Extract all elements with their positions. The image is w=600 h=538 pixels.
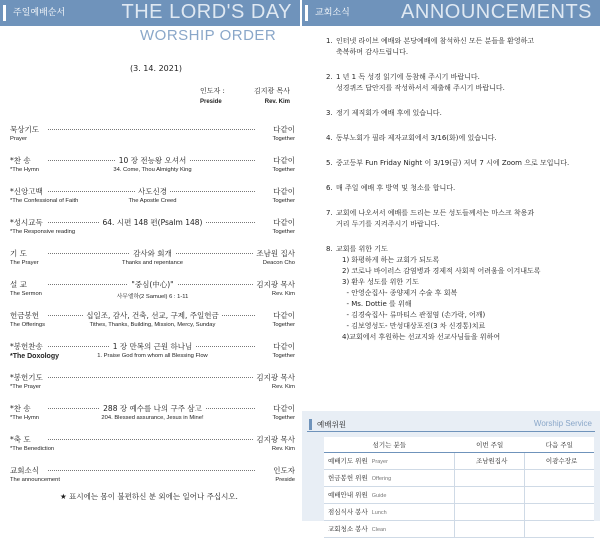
order-leader-ko: 김지광 목사 (253, 372, 295, 383)
prayer-line: - 김경숙집사- 류마티스 관절염 (손가락, 어깨) (342, 311, 486, 319)
announcement-item (326, 36, 590, 58)
announcement-text (336, 158, 590, 169)
column-header-role: 섬기는 분들 (324, 437, 455, 452)
role-cell (324, 520, 455, 537)
this-sunday-cell (455, 469, 525, 486)
order-row (10, 279, 295, 310)
order-item-ko: 교회소식 (10, 466, 39, 475)
announcement-line: 인터넷 라이브 예배와 본당예배에 참석하신 모든 분들을 환영하고 (336, 37, 535, 45)
dotted-leader (48, 439, 255, 440)
worship-service-section (302, 411, 600, 533)
role-cell (324, 452, 455, 469)
announcement-text (336, 36, 590, 58)
announcement-item (326, 108, 590, 119)
order-leader-en: Preside (275, 477, 295, 483)
order-detail-ko-text: 사도신경 (135, 187, 170, 196)
order-leader-en: Rev. Kim (271, 384, 295, 390)
announcement-line: 동부노회가 필라 제자교회에서 3/16(화)에 있습니다. (336, 134, 497, 142)
order-row (10, 155, 295, 186)
order-item-en: *The Hymn (10, 167, 39, 173)
order-leader-ko: 김지광 목사 (253, 279, 295, 290)
order-detail-ko (10, 186, 295, 197)
table-row (324, 503, 594, 520)
prayer-line: - Ms. Dottie 를 위해 (342, 300, 412, 308)
prayer-line: - 김보영성도- 만성대상포진(3 차 신경통)치료 (342, 322, 486, 330)
order-detail-ko-text: 10 장 전능왕 오셔서 (116, 156, 189, 165)
role-en: Lunch (371, 510, 387, 516)
worship-order-tag: 주일예배순서 (3, 5, 71, 21)
order-leader-en: Together (272, 136, 295, 142)
order-leader-en: Together (272, 198, 295, 204)
order-leader-ko: 다같이 (270, 403, 295, 414)
order-detail-en: 34. Come, Thou Almighty King (113, 167, 192, 173)
order-item-ko: 헌금봉헌 (10, 311, 39, 320)
order-detail-ko (10, 155, 295, 166)
role-en: Offering (371, 476, 392, 482)
order-leader-en: Rev. Kim (271, 446, 295, 452)
announcement-item (326, 133, 590, 144)
role-cell (324, 469, 455, 486)
order-leader-en: Together (272, 322, 295, 328)
order-leader-en: Together (272, 415, 295, 421)
order-row (10, 403, 295, 434)
order-row (10, 434, 295, 465)
announcement-number: 3. (326, 109, 333, 117)
order-detail-ko (10, 248, 295, 259)
order-row (10, 186, 295, 217)
order-item-en: *The Hymn (10, 415, 39, 421)
order-item-ko: 기 도 (10, 249, 27, 258)
order-item-ko: *찬 송 (10, 404, 31, 413)
table-header-row (324, 437, 594, 452)
order-leader-en: Together (272, 167, 295, 173)
this-sunday-cell (455, 486, 525, 503)
order-detail-en: Tithes, Thanks, Building, Mission, Mercy, Sunday (89, 322, 216, 328)
worship-order-subtitle: WORSHIP ORDER (140, 27, 277, 44)
role-en: Prayer (371, 459, 388, 465)
this-sunday-cell (455, 520, 525, 537)
announcement-line: 1 년 1 독 성경 읽기에 동참해 주시기 바랍니다. (336, 73, 480, 81)
announcements-header (302, 0, 600, 26)
order-item-en: The Prayer (10, 260, 39, 266)
prayer-line: 3) 환우 성도를 위한 기도 (342, 278, 419, 286)
order-item-en: *The Confessional of Faith (10, 198, 79, 204)
announcement-number: 7. (326, 209, 333, 217)
announcement-number: 6. (326, 184, 333, 192)
order-row (10, 248, 295, 279)
order-row (10, 310, 295, 341)
order-item-en: *The Benediction (10, 446, 55, 452)
order-row (10, 341, 295, 372)
order-leader-ko: 김지광 목사 (253, 434, 295, 445)
worship-service-title: Worship Service (533, 419, 592, 428)
table-row (324, 486, 594, 503)
order-item-en: The announcement (10, 477, 60, 483)
announcement-text (336, 133, 590, 144)
announcements-tag: 교회소식 (305, 5, 356, 21)
announcement-text (336, 72, 590, 94)
role-ko: 헌금봉헌 위원 (328, 474, 368, 482)
order-leader-ko: 다같이 (270, 155, 295, 166)
order-leader-ko: 다같이 (270, 186, 295, 197)
order-item-ko: *신앙고백 (10, 187, 43, 196)
order-leader-ko: 인도자 (270, 465, 295, 476)
order-leader-en: Together (272, 353, 295, 359)
prayer-line: 2) 코로나 바이러스 감염병과 경제적 사회적 어려움을 이겨내도록 (342, 267, 541, 275)
next-sunday-cell (525, 503, 594, 520)
order-leader-ko: 다같이 (270, 217, 295, 228)
order-item-ko: *찬 송 (10, 156, 31, 165)
announcement-item (326, 72, 590, 94)
order-detail-en: 204. Blessed assurance, Jesus in Mine! (101, 415, 204, 421)
officiant-label-ko: 인도자 : (200, 87, 225, 95)
order-detail-ko-text: 288 장 예수를 나의 구주 삼고 (100, 404, 205, 413)
order-detail-en: The Apostle Creed (128, 198, 177, 204)
order-item-ko: 묵상기도 (10, 125, 39, 134)
prayer-line: - 안영순집사- 종양제거 수술 후 회복 (342, 289, 458, 297)
prayer-line: 4)교회에서 후원하는 선교지와 선교사님들을 위하여 (342, 333, 501, 341)
order-leader-en: Rev. Kim (271, 291, 295, 297)
order-detail-ko (10, 310, 295, 321)
worship-order-header (0, 0, 300, 26)
next-sunday-cell (525, 520, 594, 537)
order-detail-ko-text: "중심(中心)" (128, 280, 176, 289)
announcement-list (326, 36, 590, 357)
order-detail-en: 1. Praise God from whom all Blessing Flow (97, 353, 208, 359)
prayer-request-item (326, 244, 590, 343)
order-row (10, 124, 295, 155)
service-date: (3. 14. 2021) (130, 64, 183, 73)
order-detail-ko (10, 279, 295, 290)
standing-footnote: ★ 표시에는 몸이 불편하신 분 외에는 일어나 주십시오. (60, 492, 238, 501)
worship-service-tag: 예배위원 (309, 419, 346, 430)
announcement-text (336, 208, 590, 230)
order-detail-en: Thanks and repentance (122, 260, 183, 266)
order-row (10, 372, 295, 403)
order-detail-ko-text: 십일조, 감사, 건축, 선교, 구제, 주일헌금 (83, 311, 222, 320)
announcement-number: 2. (326, 73, 333, 81)
order-item-en: The Sermon (10, 291, 42, 297)
worship-order-panel (0, 0, 300, 521)
order-item-ko: *축 도 (10, 435, 31, 444)
order-detail-ko-text: 1 장 만복의 근원 하나님 (110, 342, 196, 351)
announcement-line: 교회에 나오셔서 예배를 드리는 모든 성도들께서는 마스크 착용과 (336, 209, 535, 217)
order-detail-ko-text: 64. 시편 148 편(Psalm 148) (100, 218, 206, 227)
order-detail-ko (10, 217, 295, 228)
order-item-ko: *성시교독 (10, 218, 43, 227)
order-detail-en: 사무엘하(2 Samuel) 6 : 1-11 (116, 294, 189, 300)
next-sunday-cell (525, 486, 594, 503)
order-leader-ko: 다같이 (270, 310, 295, 321)
column-header-this-sunday: 이번 주일 (455, 437, 525, 452)
announcement-item (326, 158, 590, 169)
announcement-number: 4. (326, 134, 333, 142)
dotted-leader (48, 129, 255, 130)
announcement-number: 8. (326, 245, 333, 253)
order-item-en: Prayer (10, 136, 28, 142)
announcements-title: ANNOUNCEMENTS (401, 1, 592, 23)
worship-service-header (307, 417, 595, 432)
officiant-block (200, 86, 290, 105)
column-header-next-sunday: 다음 주일 (525, 437, 594, 452)
announcement-line: 정기 제직회가 예배 후에 있습니다. (336, 109, 442, 117)
order-item-ko: *봉헌기도 (10, 373, 43, 382)
announcement-item (326, 208, 590, 230)
lords-day-title: THE LORD'S DAY (121, 1, 292, 23)
order-item-en: *The Responsive reading (10, 229, 76, 235)
officiant-name-ko: 김지광 목사 (253, 87, 290, 95)
order-item-en: The Offerings (10, 322, 46, 328)
role-en: Clean (371, 527, 387, 533)
announcement-line: 매 주일 예배 후 방역 및 청소를 합니다. (336, 184, 456, 192)
next-sunday-cell: 이광수장로 (525, 452, 594, 469)
prayer-title: 교회를 위한 기도 (336, 245, 388, 253)
order-leader-ko: 조남원 집사 (253, 248, 295, 259)
prayer-line: 1) 화평하게 하는 교회가 되도록 (342, 256, 440, 264)
this-sunday-cell (455, 503, 525, 520)
role-cell (324, 503, 455, 520)
officiant-label-en: Preside (200, 99, 222, 105)
order-leader-en: Together (272, 229, 295, 235)
role-ko: 예배안내 위원 (328, 491, 368, 499)
this-sunday-cell: 조남원집사 (455, 452, 525, 469)
announcement-line: 중고등부 Fun Friday Night 이 3/19(금) 저녁 7 시에 Zoom 으로 모입니다. (336, 159, 570, 167)
order-detail-ko (10, 341, 295, 352)
prayer-list (336, 244, 590, 343)
table-row (324, 469, 594, 486)
announcement-text (336, 183, 590, 194)
order-row (10, 217, 295, 248)
announcement-text (336, 108, 590, 119)
dotted-leader (48, 470, 255, 471)
order-leader-ko: 다같이 (270, 124, 295, 135)
order-detail-ko (10, 403, 295, 414)
announcement-line: 성경퀴즈 답안지를 작성하셔서 제출해 주시기 바랍니다. (336, 84, 505, 92)
order-item-en: *The Doxology (10, 353, 60, 360)
worship-service-table (324, 437, 594, 538)
order-detail-ko-text: 감사와 회개 (130, 249, 175, 258)
officiant-name-en: Rev. Kim (264, 99, 290, 105)
role-cell (324, 486, 455, 503)
announcement-line: 축복하며 감사드립니다. (336, 48, 409, 56)
next-sunday-cell (525, 469, 594, 486)
order-item-ko: 설 교 (10, 280, 27, 289)
table-row (324, 452, 594, 469)
announcement-item (326, 183, 590, 194)
order-list (10, 124, 295, 496)
role-ko: 교회청소 봉사 (328, 525, 368, 533)
order-leader-en: Deacon Cho (262, 260, 295, 266)
table-row (324, 520, 594, 537)
announcement-number: 1. (326, 37, 333, 45)
announcement-number: 5. (326, 159, 333, 167)
order-leader-ko: 다같이 (270, 341, 295, 352)
order-item-en: *The Prayer (10, 384, 41, 390)
order-item-ko: *봉헌찬송 (10, 342, 43, 351)
role-ko: 예배기도 위원 (328, 457, 368, 465)
dotted-leader (48, 377, 255, 378)
role-ko: 점심식사 봉사 (328, 508, 368, 516)
announcement-line: 거리 두기를 지켜주시기 바랍니다. (336, 220, 440, 228)
role-en: Guide (371, 493, 387, 499)
